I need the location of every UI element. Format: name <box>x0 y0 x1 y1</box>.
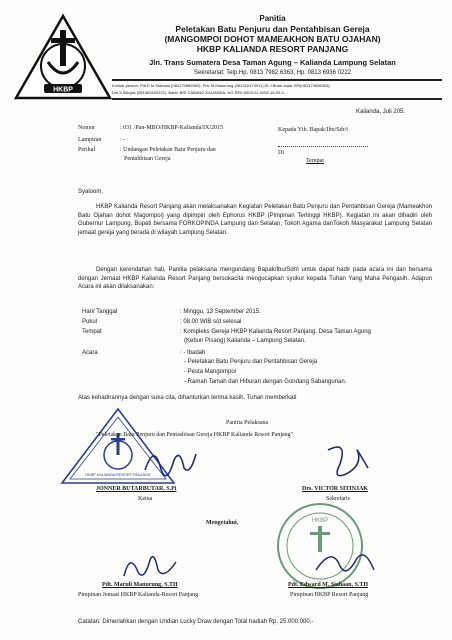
header-rule <box>112 79 442 81</box>
time-value: : 08.00 WIB s/d selesai <box>180 319 242 325</box>
venue-value-2: (Kebun Pisang) Kalianda – Lampung Selatan. <box>184 338 306 344</box>
lampiran-value: : - <box>120 137 126 143</box>
address: Jln. Trans Sumatera Desa Taman Agung – Kalianda Lampung Selatan <box>149 58 396 67</box>
left-signer-name: JONNER BUTARBUTAR, S.Pi <box>96 486 177 492</box>
bottom-right-role: Pimpinan HKBP Resort Panjang <box>290 592 369 598</box>
perihal-value-1: : Undangan Peletakan Batu Penjuru dan <box>120 147 216 153</box>
day-value: : Minggu, 13 September 2015. <box>180 309 261 315</box>
footer-note: Catatan: Dimeriahkan dengan Undian Lucky Draw dengan Total hadiah Rp. 25.000.000,- <box>78 619 314 625</box>
knowing-label: Mengetahui, <box>206 520 239 526</box>
to-name-blank <box>278 146 368 147</box>
hkbp-logo <box>14 14 112 100</box>
bottom-left-name: Pdt. Maruli Manurung, S.TH <box>102 582 178 588</box>
to-place: Tempat <box>306 158 324 164</box>
org-line-3: (MANGOMPOI DOHOT MAMEAKHON BATU OJAHAN) <box>164 34 381 44</box>
org-line-1: Panitia <box>259 14 286 23</box>
bottom-right-signature <box>310 540 380 584</box>
org-line-2: Peletakan Batu Penjuru dan Pentahbisan Gereja <box>175 24 370 34</box>
day-label: Hari/ Tanggal <box>82 309 118 315</box>
time-label: Pukul <box>82 319 98 325</box>
acara-item: - Peletakan Batu Penjuru dan Pentahbisan Gereja <box>184 359 318 365</box>
nomor-value: : 031 /Pan-MBO/HKBP-Kalianda/IX/2015 <box>120 125 223 131</box>
left-signer-role: Ketua <box>138 496 153 502</box>
lampiran-label: Lampiran <box>78 137 102 143</box>
paragraph-1: HKBP Kalianda Resort Panjang akan melaksanakan Kegiatan Peletakan Batu Penjuru dan Pentahbisan Gereja (Mameakhon Batu Ojahan dohot Magompoi) yang dipimpin oleh Ephorus HKBP (Pimpinan Tertinggi HKBP). Kegiatan ini akan dihadiri oleh Gubernur Lampung, Bupati bersama FORKOPINDA Lampung dan Selatan, Tokoh Agama danTokoh Masyarakat Lampung Selatan jemaat gereja yang berada di wilayah Lampung Selatan. <box>78 204 432 236</box>
to-line: Kepada Yth. Bapak/Ibu/Sdr/i <box>278 127 348 133</box>
perihal-label: Perihal <box>78 147 95 153</box>
bottom-left-signature <box>120 542 180 584</box>
right-signer-name: Drs. VICTOR SITINJAK <box>302 486 368 492</box>
secretariat: Sekretariat: Telp.Hp. 0813 7982 6363, Hp. 0813 6936 0222 <box>193 70 351 76</box>
greeting: Syaloom, <box>78 189 104 195</box>
contact-line-2: Drs.V.Sitinjak (081369160222). Bank: BRI CABANG KALIANDA, NO REK:0503-01-0052-16-53-1. <box>112 90 286 95</box>
bottom-left-role: Pimpinan Jemaat HKBP Kalianda-Resort Panjang <box>78 592 199 598</box>
venue-value-1: : Kompleks Gereja HKBP Kalianda Resort Panjang, Desa Taman Agung <box>180 329 371 335</box>
church-stamp-text: HKBP <box>311 518 329 524</box>
nomor-label: Nomor <box>78 125 95 131</box>
org-line-4: HKBP KALIANDA RESORT PANJANG <box>196 44 349 54</box>
to-di: Di <box>278 150 284 156</box>
logo-label: HKBP <box>53 86 73 94</box>
right-signer-role: Sekretaris <box>326 496 350 502</box>
left-signature <box>140 440 200 482</box>
committee-stamp-text: HKBP KALIANDA RESORT PANJANG <box>85 473 151 477</box>
bottom-right-name: Pdt. Edward M. Siahaan, S.TH <box>288 582 369 588</box>
contact-line-1: Kontak person: Pdt.E.M.Siahaan (081270689962); Pdt. M.Manurung (081310174011);St.J.Butar-butar SPi(081379826363); <box>112 83 331 88</box>
header-rule-2 <box>112 98 442 100</box>
place-date: Kalianda, Juli 205. <box>356 109 406 115</box>
right-signature <box>318 438 374 484</box>
paragraph-2: Dengan kerendahan hati, Panitia pelaksana mengundang Bapak/Ibu/Sdr/i untuk dapat hadir pada acara ini dan bersama dengan Jemaat HKBP Kalianda Resort Panjang bersukacita mengucapkan syukur kepada Tuhan Yang Maha Pengasih. Adapun Acara ini akan dilaksanakan: <box>78 267 432 291</box>
closing: Atas kehadirannya dengan suka cita, dihanturkan terima kasih. Tuhan memberkati <box>78 395 297 401</box>
acara-label: Acara <box>82 350 98 356</box>
committee-full-name: "Peletakan Batu Penjuru dan Pentasbisan Gereja HKBP Kalianda Resort Panjang" <box>96 432 294 438</box>
acara-item: : - Ibadah <box>180 350 206 356</box>
acara-item: - Pesta Mangompoi <box>184 369 237 375</box>
committee-label: Panitia Pelaksana <box>226 420 269 426</box>
acara-item: - Ramah Tamah dan Hiburan dengan Gondang Sabangunan. <box>184 379 347 385</box>
venue-label: Tempat <box>82 329 102 335</box>
perihal-value-2: Pentahbisan Gereja <box>124 156 171 162</box>
